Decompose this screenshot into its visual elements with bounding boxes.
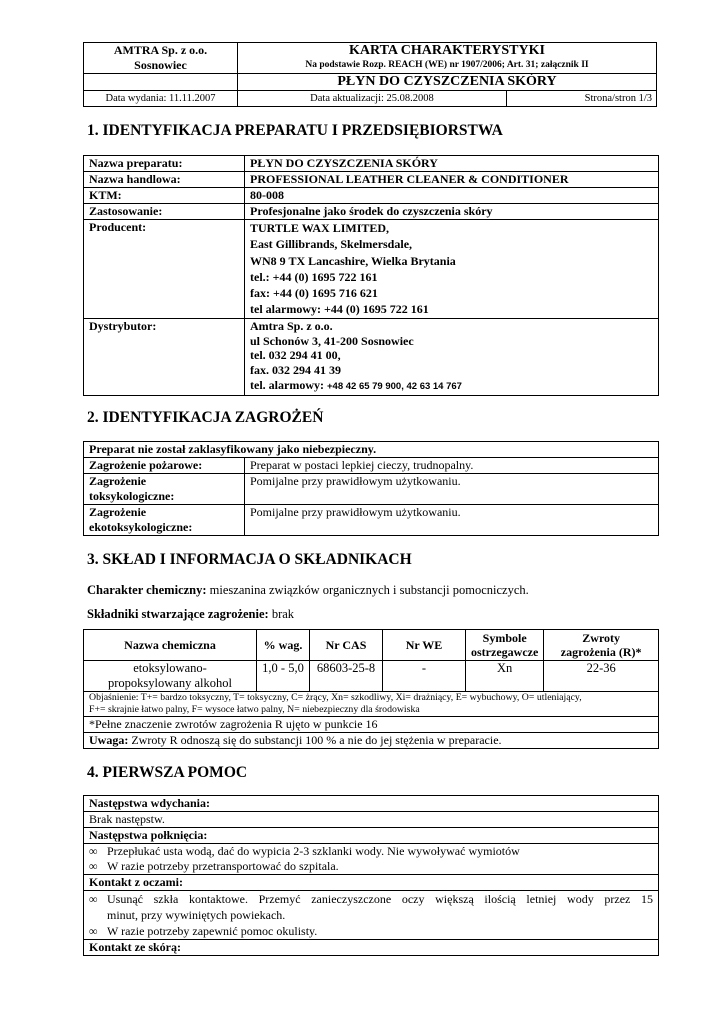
distributor-line: fax. 032 294 41 39 <box>250 363 341 378</box>
eye-contact-heading: Kontakt z oczami: <box>84 875 659 891</box>
composition-table <box>83 629 659 749</box>
chem-r-phrases: 22-36 <box>544 661 659 692</box>
label-line: ekotoksykologiczne: <box>89 520 193 534</box>
field-label: Nazwa handlowa: <box>84 172 245 188</box>
bullet-icon: ∞ <box>89 892 98 906</box>
header-line: Zwroty <box>582 631 621 645</box>
title-cell <box>238 43 657 74</box>
warning-text: Zwroty R odnoszą się do substancji 100 % a nie do jej stężenia w preparacie. <box>128 733 502 747</box>
warning-label: Uwaga: <box>89 733 129 747</box>
header-line: ostrzegawcze <box>471 645 539 659</box>
hazardous-components <box>87 607 294 622</box>
warning-note <box>84 733 659 749</box>
r-phrase-note: *Pełne znaczenie zwrotów zagrożenia R ujęto w punkcie 16 <box>84 717 659 733</box>
company-name: AMTRA Sp. z o.o. <box>113 43 208 57</box>
distributor-line: ul Schonów 3, 41-200 Sosnowiec <box>250 333 414 348</box>
field-label: KTM: <box>84 188 245 204</box>
document-header <box>83 42 657 107</box>
page-number: Strona/stron 1/3 <box>507 91 657 107</box>
note-line: Objaśnienie: T+= bardzo toksyczny, T= toksyczny, C= żrący, Xn= szkodliwy, Xi= drażniący, E= wybuchowy, O= utleniający, <box>89 692 582 703</box>
alarm-label: tel. alarmowy: <box>250 377 324 392</box>
field-label: Nazwa preparatu: <box>84 156 245 172</box>
inhalation-heading: Następstwa wdychania: <box>84 796 659 812</box>
fire-hazard-value: Preparat w postaci lepkiej cieczy, trudnopalny. <box>245 458 659 474</box>
haz-text: brak <box>268 607 295 621</box>
label-line: Zagrożenie <box>89 474 147 488</box>
col-header-r <box>544 630 659 661</box>
company-city: Sosnowiec <box>134 58 187 72</box>
producer-info <box>245 220 659 319</box>
char-text: mieszanina związków organicznych i substancji pomocniczych. <box>206 583 529 597</box>
distributor-alarm <box>250 378 653 395</box>
col-header: Nazwa chemiczna <box>84 630 257 661</box>
list-item-continuation: minut, przy wywiniętych powiekach. <box>107 908 286 922</box>
chem-cas: 68603-25-8 <box>310 661 383 692</box>
regulation-ref: Na podstawie Rozp. REACH (WE) nr 1907/2006; Art. 31; załącznik II <box>305 60 589 70</box>
producer-line: tel.: +44 (0) 1695 722 161 <box>250 269 378 284</box>
list-item: Przepłukać usta wodą, dać do wypicia 2-3 szklanki wody. Nie wywoływać wymiotów <box>107 844 520 858</box>
bullet-icon: ∞ <box>89 924 98 938</box>
identification-table <box>83 155 659 396</box>
table-row <box>84 661 659 692</box>
distributor-label: Dystrybutor: <box>84 318 245 395</box>
distributor-line: tel. 032 294 41 00, <box>250 348 341 363</box>
first-aid-table <box>83 795 659 956</box>
field-value: Profesjonalne jako środek do czyszczenia skóry <box>245 204 659 220</box>
eco-hazard-label <box>84 505 245 536</box>
bullet-icon: ∞ <box>89 859 98 873</box>
ingestion-list <box>84 844 659 875</box>
label-line: Zagrożenie <box>89 505 147 519</box>
producer-line: East Gillibrands, Skelmersdale, <box>250 237 413 252</box>
hazards-table <box>83 441 659 536</box>
list-item: W razie potrzeby zapewnić pomoc okulisty. <box>107 924 318 938</box>
section-3-title: 3. SKŁAD I INFORMACJA O SKŁADNIKACH <box>87 551 412 568</box>
skin-contact-heading: Kontakt ze skórą: <box>84 940 659 956</box>
issue-date: Data wydania: 11.11.2007 <box>84 91 238 107</box>
eco-hazard-value: Pomijalne przy prawidłowym użytkowaniu. <box>245 505 659 536</box>
tox-hazard-label <box>84 474 245 505</box>
alarm-phone: +48 42 65 79 900, 42 63 14 767 <box>326 380 462 392</box>
col-header: % wag. <box>257 630 310 661</box>
producer-line: TURTLE WAX LIMITED, <box>250 221 390 235</box>
distributor-line: Amtra Sp. z o.o. <box>250 318 333 333</box>
distributor-info <box>245 318 659 395</box>
product-title: PŁYN DO CZYSZCZENIA SKÓRY <box>238 74 657 91</box>
haz-label: Składniki stwarzające zagrożenie: <box>87 607 269 621</box>
producer-line: WN8 9 TX Lancashire, Wielka Brytania <box>250 253 456 268</box>
field-value: PROFESSIONAL LEATHER CLEANER & CONDITIONER <box>245 172 659 188</box>
field-value: PŁYN DO CZYSZCZENIA SKÓRY <box>245 156 659 172</box>
doc-title: KARTA CHARAKTERYSTYKI <box>349 43 545 58</box>
char-label: Charakter chemiczny: <box>87 583 207 597</box>
company-cell <box>84 43 238 74</box>
update-date: Data aktualizacji: 25.08.2008 <box>238 91 507 107</box>
col-header: Nr WE <box>383 630 466 661</box>
field-value: 80-008 <box>245 188 659 204</box>
name-line: etoksylowano- <box>133 661 207 675</box>
label-line: toksykologiczne: <box>89 489 175 503</box>
section-2-title: 2. IDENTYFIKACJA ZAGROŻEŃ <box>87 409 324 426</box>
field-label: Zastosowanie: <box>84 204 245 220</box>
inhalation-text: Brak następstw. <box>84 812 659 828</box>
col-header: Nr CAS <box>310 630 383 661</box>
producer-line: fax: +44 (0) 1695 716 621 <box>250 286 378 301</box>
col-header-symbols <box>466 630 544 661</box>
producer-line: tel alarmowy: +44 (0) 1695 722 161 <box>250 302 429 317</box>
header-line: zagrożenia (R)* <box>560 645 642 659</box>
ingestion-heading: Następstwa połknięcia: <box>84 828 659 844</box>
list-item: W razie potrzeby przetransportować do szpitala. <box>107 859 339 873</box>
chem-name <box>84 661 257 692</box>
tox-hazard-value: Pomijalne przy prawidłowym użytkowaniu. <box>245 474 659 505</box>
chemical-character <box>87 583 529 598</box>
header-line: Symbole <box>482 631 527 645</box>
classification-note: Preparat nie został zaklasyfikowany jako niebezpieczny. <box>84 442 659 458</box>
list-item: Usunąć szkła kontaktowe. Przemyć zanieczyszczone oczy większą ilością letniej wody przez 15 <box>107 892 653 906</box>
bullet-icon: ∞ <box>89 844 98 858</box>
chem-we: - <box>383 661 466 692</box>
section-1-title: 1. IDENTYFIKACJA PREPARATU I PRZEDSIĘBIORSTWA <box>87 122 503 139</box>
section-4-title: 4. PIERWSZA POMOC <box>87 764 248 781</box>
chem-pct: 1,0 - 5,0 <box>257 661 310 692</box>
eye-contact-list <box>84 891 659 940</box>
producer-label: Producent: <box>84 220 245 319</box>
fire-hazard-label: Zagrożenie pożarowe: <box>84 458 245 474</box>
name-line: propoksylowany alkohol <box>108 676 232 690</box>
note-line: F+= skrajnie łatwo palny, F= wysoce łatwo palny, N= niebezpieczny dla środowiska <box>89 704 420 715</box>
legend-note <box>84 692 659 717</box>
chem-symbol: Xn <box>466 661 544 692</box>
